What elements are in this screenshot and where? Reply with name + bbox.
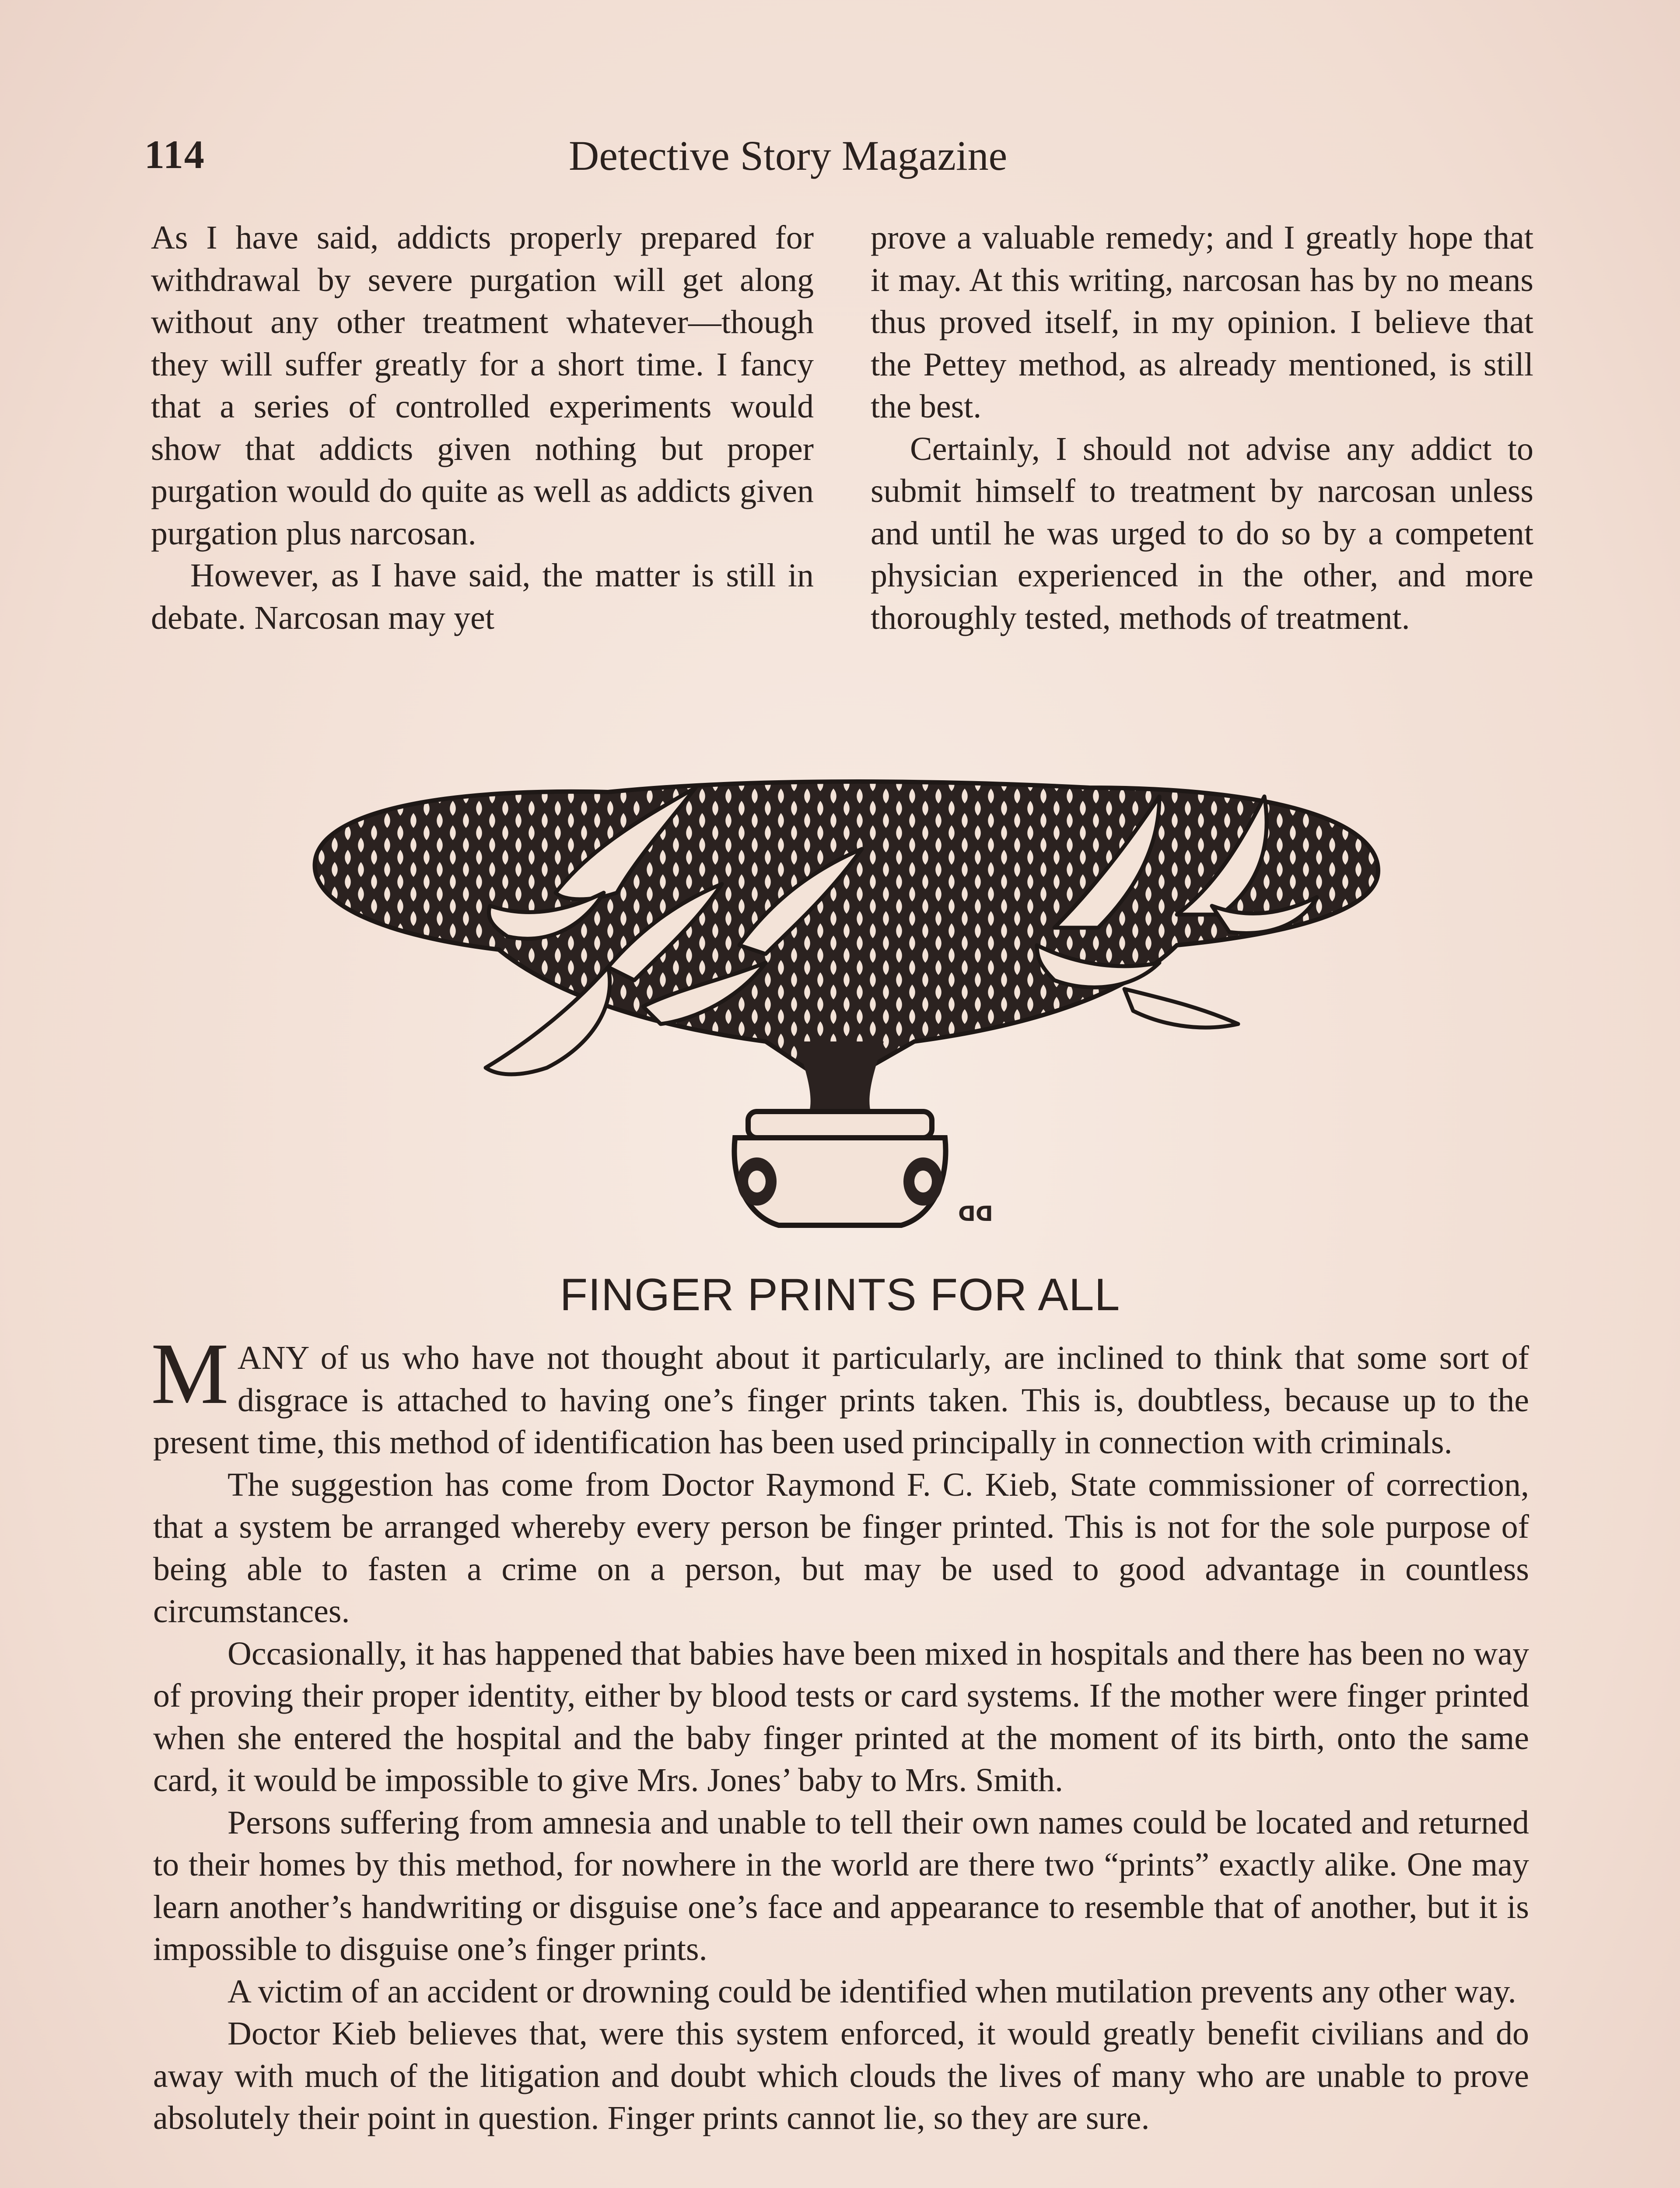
right-column-paragraph-1: prove a valuable remedy; and I greatly hope that it may. At this writing, narcosan has by no means thus proved itself, in my opinion. I believe that the Pettey method, as already mentioned, is still the best. <box>871 219 1533 425</box>
drop-cap: M <box>151 1325 229 1422</box>
right-column-paragraph-2: Certainly, I should not advise any addict to submit himself to treatment by narcosan unless and until he was urged to do so by a competent physician experienced in the other, and more thoroughly tested, methods of treatment. <box>871 430 1533 636</box>
article-paragraph-5: A victim of an accident or drowning could be identified when mutilation prevents any other way. <box>228 1973 1516 2010</box>
article-paragraph-3: Occasionally, it has happened that babies have been mixed in hospitals and there has been no way of proving their proper identity, either by blood tests or card systems. If the mother were finger printed when she entered the hospital and the baby finger printed at the moment of its birth, onto the same card, it would be impossible to give Mrs. Jones’ baby to Mrs. Smith. <box>153 1635 1529 1799</box>
artist-monogram: ᗡᗡ <box>958 1202 993 1226</box>
article-paragraph-1 <box>151 1325 1529 1464</box>
article-paragraph-6: Doctor Kieb believes that, were this system enforced, it would greatly benefit civilians and do away with much of the litigation and doubt which clouds the lives of many who are unable to prove absolutely their point in question. Finger prints cannot lie, so they are sure. <box>153 2015 1529 2136</box>
decorative-tree-swallows-illustration <box>302 761 1387 1243</box>
flower-pot <box>734 1112 945 1225</box>
tree-trunk <box>796 1041 884 1112</box>
previous-article-columns <box>151 217 1533 733</box>
article-paragraph-1-text: ANY of us who have not thought about it particularly, are inclined to think that some sort of disgrace is attached to having one’s finger prints taken. This is, doubtless, because up to the present time, this method of identification has been used principally in connection with criminals. <box>153 1339 1529 1461</box>
left-column <box>151 217 814 733</box>
left-column-paragraph-1: As I have said, addicts properly prepared for withdrawal by severe purgation will get along without any other treatment whatever—though they will suffer greatly for a short time. I fancy that a series of controlled experiments would show that addicts given nothing but proper purgation would do quite as well as addicts given purgation plus narcosan. <box>151 219 814 552</box>
page-number: 114 <box>144 132 205 177</box>
article-title: FINGER PRINTS FOR ALL <box>560 1269 1120 1320</box>
running-head: Detective Story Magazine <box>569 132 1008 179</box>
right-column <box>871 217 1533 733</box>
article-body <box>151 1325 1529 2139</box>
tree-canopy <box>315 782 1378 1076</box>
article-paragraph-2: The suggestion has come from Doctor Raymond F. C. Kieb, State commissioner of correction, that a system be arranged whereby every person be finger printed. This is not for the sole purpose of being able to fasten a crime on a person, but may be used to good advantage in countless circumstances. <box>153 1466 1529 1630</box>
left-column-paragraph-2: However, as I have said, the matter is still in debate. Narcosan may yet <box>151 557 814 636</box>
article-paragraph-4: Persons suffering from amnesia and unable to tell their own names could be located and returned to their homes by this method, for nowhere in the world are there two “prints” exactly alike. One may learn another’s handwriting or disguise one’s face and appearance to resemble that of another, but it is impossible to disguise one’s finger prints. <box>153 1804 1529 1967</box>
